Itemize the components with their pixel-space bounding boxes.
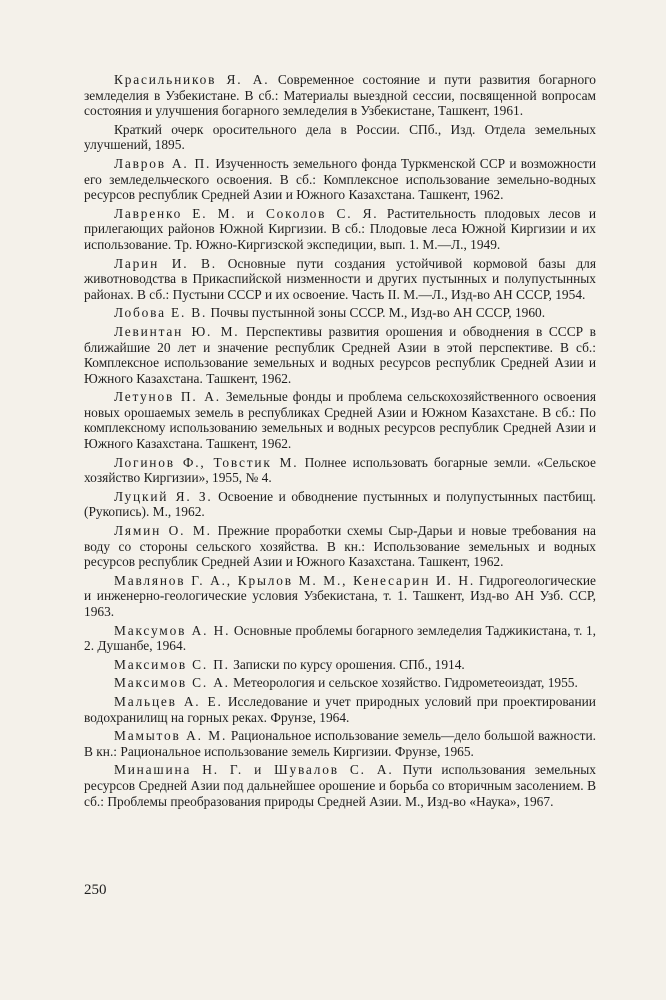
reference-entry [84, 156, 596, 203]
reference-author: Ларин И. В. [114, 255, 217, 271]
reference-text: Гидрогеологические и инженерно-геологические условия Узбекистана, т. 1. Ташкент, Изд-во АН Узб. ССР, 1963. [84, 572, 596, 619]
reference-entry [84, 122, 596, 153]
reference-author: Мамытов А. М. [114, 728, 228, 744]
reference-author: Мальцев А. Е. [114, 693, 223, 709]
reference-entry [84, 728, 596, 759]
reference-text: Основные пути создания устойчивой кормовой базы для животноводства в Прикаспийской низменности и других пустынных и полупустынных районах. В сб.: Пустыни СССР и их освоение. Часть II. М.—Л., Изд-во АН СССР, 1954. [84, 255, 596, 302]
reference-entry [84, 72, 596, 119]
reference-text: Записки по курсу орошения. СПб., 1914. [229, 656, 465, 672]
reference-entry [84, 455, 596, 486]
reference-entry [84, 694, 596, 725]
reference-text: Земельные фонды и проблема сельскохозяйственного освоения новых орошаемых земель в республиках Средней Азии и Южном Казахстане. В сб.: По комплексному использованию земельных и водных ресурсов республик Средней Азии и Южного Казахстана. Ташкент, 1962. [84, 389, 596, 452]
reference-text: Перспективы развития орошения и обводнения в СССР в ближайшие 20 лет и значение республик Средней Азии в этой перспективе. В сб.: Комплексное использование земельных и водных ресурсов республик Средней Азии и Южного Казахстана. Ташкент, 1962. [84, 323, 596, 386]
reference-entry [84, 573, 596, 620]
reference-text: Современное состояние и пути развития богарного земледелия в Узбекистане. В сб.: Материалы выездной сессии, посвященной вопросам состояния и улучшения богарного земледелия в Узбекистане, Ташкент, 1961. [84, 72, 596, 119]
bibliography-list [84, 72, 596, 812]
reference-entry [84, 675, 596, 691]
reference-text: Основные проблемы богарного земледелия Таджикистана, т. 1, 2. Душанбе, 1964. [84, 622, 597, 654]
reference-author: Максумов А. Н. [114, 622, 231, 638]
reference-text: Метеорология и сельское хозяйство. Гидрометеоиздат, 1955. [229, 675, 578, 691]
reference-text: Почвы пустынной зоны СССР. М., Изд-во АН СССР, 1960. [207, 305, 546, 321]
reference-author: Лавров А. П. [114, 155, 212, 171]
reference-entry [84, 762, 596, 809]
reference-entry [84, 324, 596, 386]
reference-author: Лавренко Е. М. и Соколов С. Я. [114, 205, 379, 221]
reference-text: Освоение и обводнение пустынных и полупустынных пастбищ. (Рукопись). М., 1962. [84, 488, 596, 520]
reference-text: Растительность плодовых лесов и прилегающих районов Южной Киргизии. В сб.: Плодовые леса Южной Киргизии и их использование. Тр. Южно-Киргизской экспедиции, вып. 1. М.—Л., 1949. [84, 205, 596, 252]
reference-entry [84, 523, 596, 570]
reference-author: Мавлянов Г. А., Крылов М. М., Кенесарин И. Н. [114, 572, 475, 588]
reference-text: Пути использования земельных ресурсов Средней Азии под дальнейшее орошение и борьба со вторичным засолением. В сб.: Проблемы преобразования природы Средней Азии. М., Изд-во «Наука», 1967. [84, 762, 597, 809]
reference-entry [84, 389, 596, 451]
reference-entry [84, 489, 596, 520]
reference-text: Рациональное использование земель—дело большой важности. В кн.: Рациональное использование земель Киргизии. Фрунзе, 1965. [84, 728, 596, 759]
page-number: 250 [84, 882, 107, 898]
reference-entry [84, 623, 596, 654]
reference-entry [84, 256, 596, 303]
reference-text: Исследование и учет природных условий при проектировании водохранилищ на горных реках. Фрунзе, 1964. [84, 693, 596, 725]
reference-text: Краткий очерк оросительного дела в России. СПб., Изд. Отдела земельных улучшений, 1895. [84, 121, 596, 153]
reference-author: Луцкий Я. З. [114, 488, 213, 504]
reference-author: Логинов Ф., Товстик М. [114, 454, 299, 470]
reference-entry [84, 657, 596, 673]
reference-author: Летунов П. А. [114, 389, 221, 405]
reference-entry [84, 305, 596, 321]
reference-text: Изученность земельного фонда Туркменской ССР и возможности его земледельческого освоения. В сб.: Комплексное использование земельно-водных ресурсов республик Средней Азии и Южного Казахстана. Ташкент, 1962. [84, 155, 596, 203]
reference-text: Полнее использовать богарные земли. «Сельское хозяйство Киргизии», 1955, № 4. [84, 454, 596, 486]
reference-author: Лямин О. М. [114, 523, 212, 539]
reference-text: Прежние проработки схемы Сыр-Дарьи и новые требования на воду со стороны сельского хозяйства. В кн.: Использование земельных и водных ресурсов республик Средней Азии и Южного Казахстана. Ташкент, 1962. [84, 523, 596, 570]
reference-author: Максимов С. П. [114, 656, 230, 672]
reference-author: Красильников Я. А. [114, 72, 270, 87]
reference-author: Лобова Е. В. [114, 305, 208, 321]
reference-author: Максимов С. А. [114, 675, 230, 691]
reference-author: Минашина Н. Г. и Шувалов С. А. [114, 762, 394, 778]
reference-entry [84, 206, 596, 253]
reference-author: Левинтан Ю. М. [114, 323, 240, 339]
